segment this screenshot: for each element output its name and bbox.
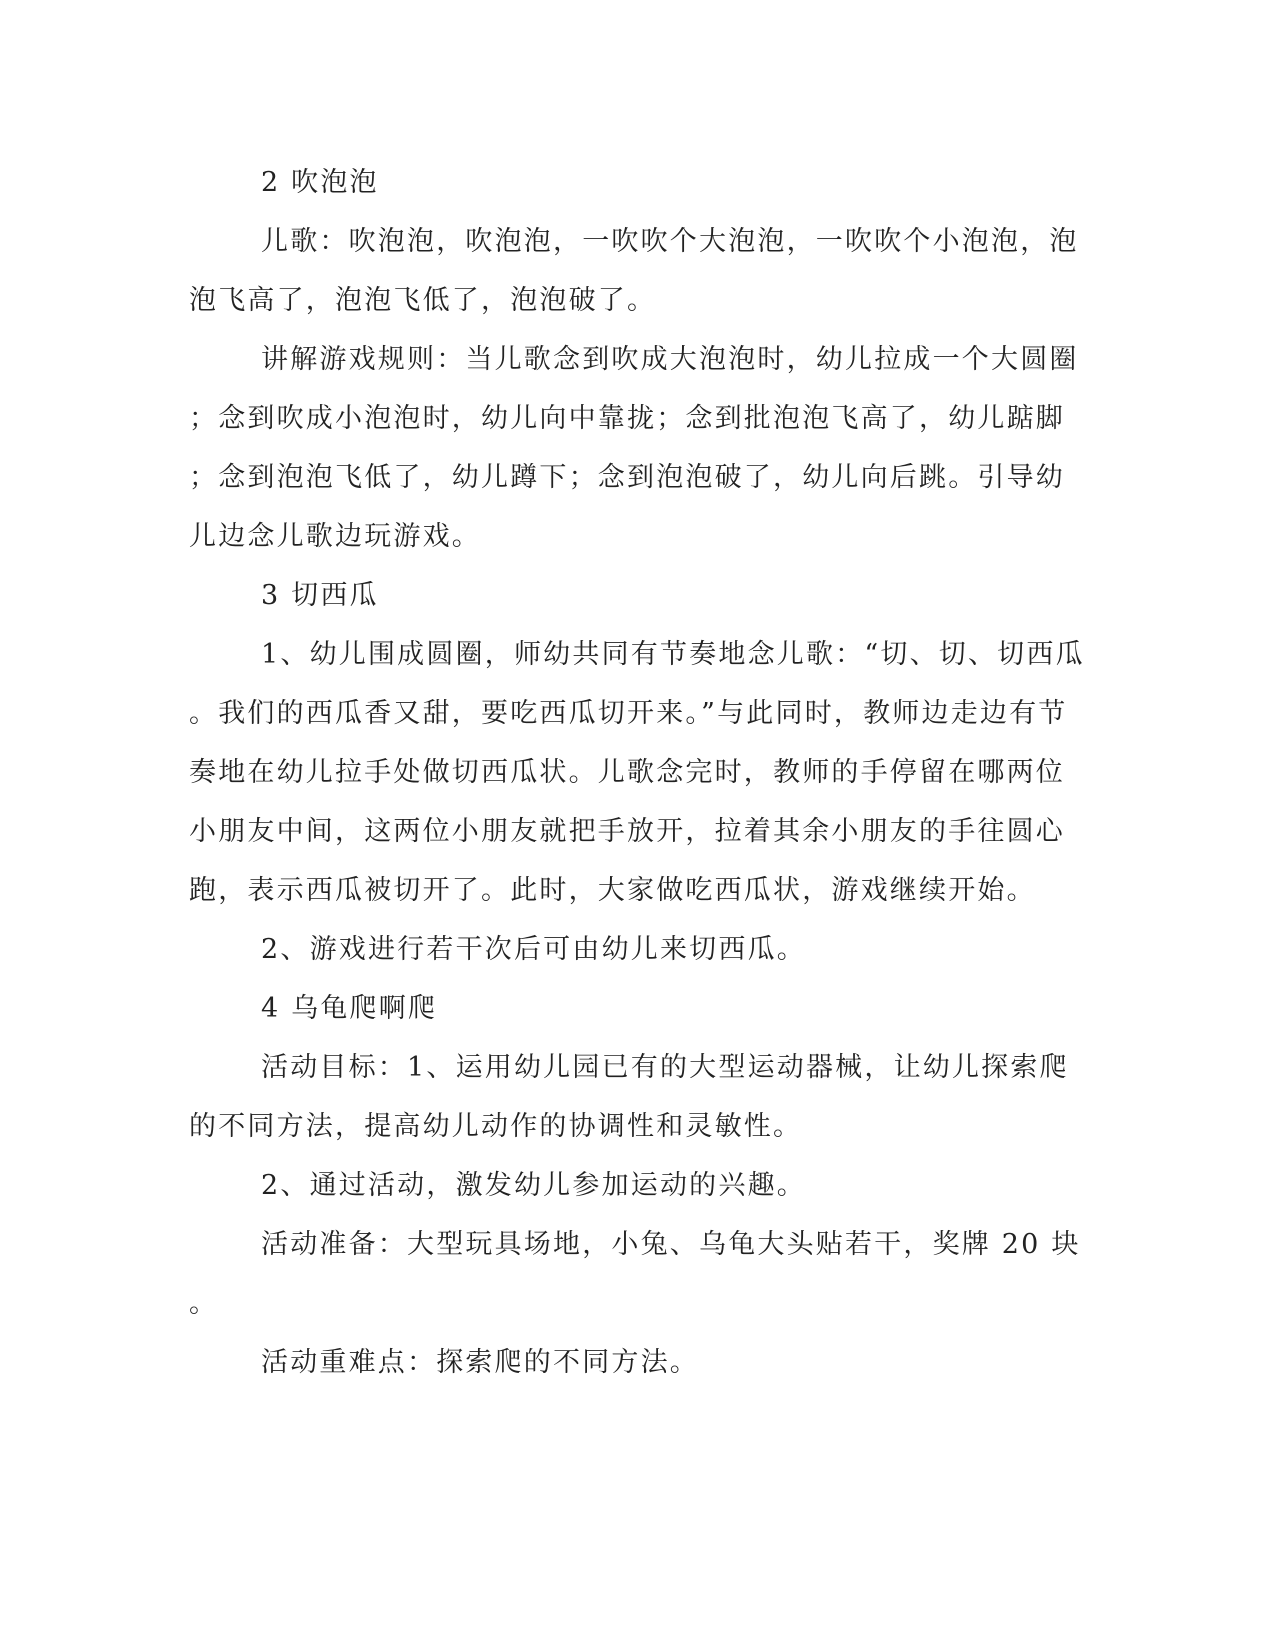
text-line: 泡飞高了，泡泡飞低了，泡泡破了。	[189, 285, 657, 316]
text-line: 讲解游戏规则：当儿歌念到吹成大泡泡时，幼儿拉成一个大圆圈	[261, 344, 1079, 375]
text-line: ；念到吹成小泡泡时，幼儿向中靠拢；念到批泡泡飞高了，幼儿踮脚	[189, 403, 1065, 434]
section-heading: 4 乌龟爬啊爬	[261, 993, 438, 1024]
text-line: 跑，表示西瓜被切开了。此时，大家做吃西瓜状，游戏继续开始。	[189, 875, 1036, 906]
text-line: 。	[189, 1288, 219, 1319]
text-line: 活动目标：1、运用幼儿园已有的大型运动器械，让幼儿探索爬	[261, 1052, 1069, 1083]
text-line: 活动重难点：探索爬的不同方法。	[261, 1347, 699, 1378]
text-line: 1、幼儿围成圆圈，师幼共同有节奏地念儿歌：“切、切、切西瓜	[261, 639, 1085, 670]
text-line: 小朋友中间，这两位小朋友就把手放开，拉着其余小朋友的手往圆心	[189, 816, 1065, 847]
text-line: 2、游戏进行若干次后可由幼儿来切西瓜。	[261, 934, 806, 965]
text-line: 活动准备：大型玩具场地，小兔、乌龟大头贴若干，奖牌 20 块	[261, 1229, 1081, 1260]
text-line: 。我们的西瓜香又甜，要吃西瓜切开来。”与此同时，教师边走边有节	[189, 698, 1068, 729]
section-heading: 3 切西瓜	[261, 580, 379, 611]
text-line: ；念到泡泡飞低了，幼儿蹲下；念到泡泡破了，幼儿向后跳。引导幼	[189, 462, 1065, 493]
text-line: 奏地在幼儿拉手处做切西瓜状。儿歌念完时，教师的手停留在哪两位	[189, 757, 1065, 788]
section-heading: 2 吹泡泡	[261, 167, 379, 198]
text-line: 儿边念儿歌边玩游戏。	[189, 521, 481, 552]
text-line: 的不同方法，提高幼儿动作的协调性和灵敏性。	[189, 1111, 803, 1142]
text-line: 2、通过活动，激发幼儿参加运动的兴趣。	[261, 1170, 806, 1201]
text-line: 儿歌：吹泡泡，吹泡泡，一吹吹个大泡泡，一吹吹个小泡泡，泡	[261, 226, 1079, 257]
